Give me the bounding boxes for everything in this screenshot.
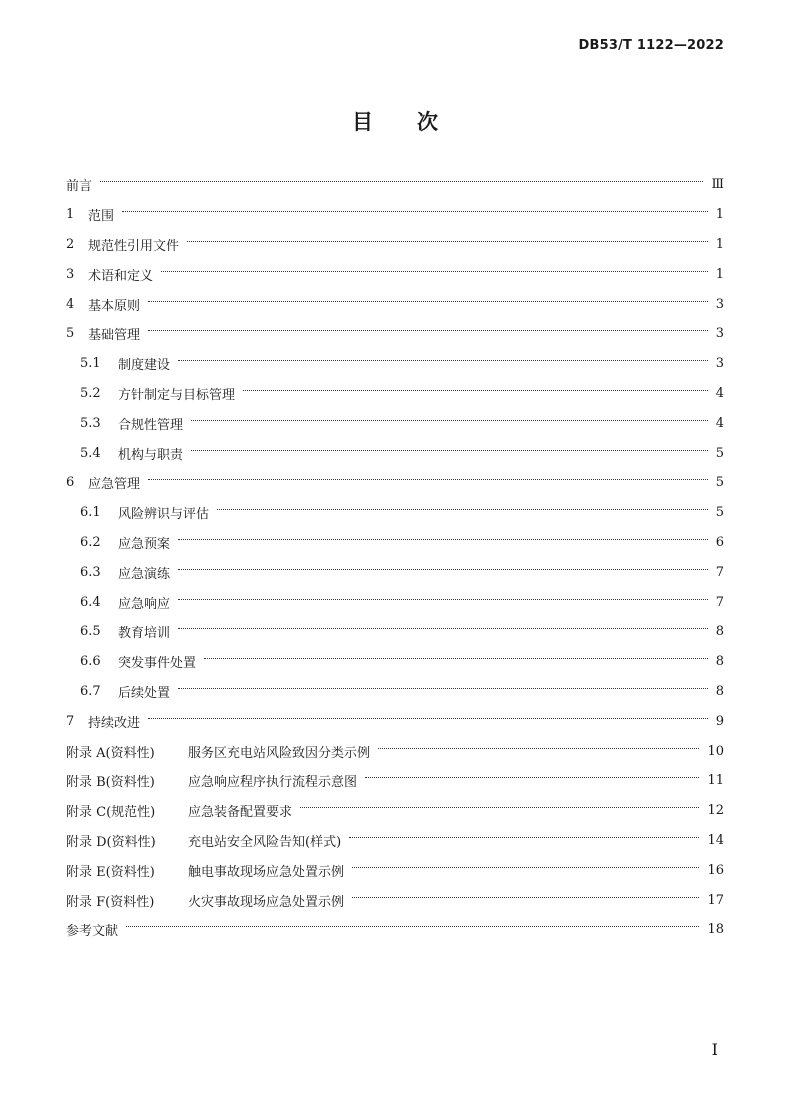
toc-entry-page: 6: [715, 534, 724, 550]
toc-entry[interactable]: [66, 915, 724, 945]
toc-entry-title: 机构与职责: [118, 447, 184, 463]
dot-leader: [191, 450, 708, 451]
toc-entry[interactable]: [66, 468, 724, 498]
toc-entry-number: 6.2: [80, 534, 101, 550]
toc-entry[interactable]: [66, 498, 724, 528]
toc-entry[interactable]: [66, 855, 724, 885]
toc-entry-title: 突发事件处置: [118, 656, 197, 672]
toc-entry-title: 风险辨识与评估: [118, 507, 210, 523]
toc-entry-number: 6.3: [80, 564, 101, 580]
dot-leader: [378, 748, 699, 749]
toc-entry[interactable]: [66, 289, 724, 319]
toc-entry-title: 规范性引用文件: [88, 238, 180, 254]
toc-entry-title: 应急响应: [118, 596, 171, 612]
toc-entry-number: 6.5: [80, 624, 101, 640]
page-title: [0, 106, 790, 136]
toc-entry-number: 6: [66, 475, 75, 491]
dot-leader: [178, 599, 708, 600]
toc-entry-number: 5.1: [80, 356, 101, 372]
toc-entry-page: 18: [707, 922, 724, 938]
dot-leader: [300, 807, 699, 808]
toc-entry-page: 3: [715, 356, 724, 372]
toc-entry-page: 5: [715, 475, 724, 491]
dot-leader: [365, 777, 699, 778]
toc-entry-number: 6.7: [80, 683, 101, 699]
dot-leader: [191, 420, 708, 421]
toc-entry-number: 3: [66, 266, 75, 282]
toc-entry[interactable]: [66, 647, 724, 677]
toc-entry-number: 附录 B(资料性): [66, 775, 155, 791]
toc-entry-page: 17: [707, 892, 724, 908]
toc-entry-page: 8: [715, 624, 724, 640]
toc-entry[interactable]: [66, 587, 724, 617]
toc-entry[interactable]: [66, 766, 724, 796]
toc-entry-page: 1: [715, 236, 724, 252]
toc-entry-page: 14: [707, 832, 724, 848]
toc-entry-title: 后续处置: [118, 685, 171, 701]
toc-entry[interactable]: [66, 349, 724, 379]
toc-entry-page: 5: [715, 505, 724, 521]
dot-leader: [178, 360, 708, 361]
toc-entry-page: 11: [707, 773, 724, 789]
dot-leader: [122, 211, 708, 212]
toc-entry-title: 方针制定与目标管理: [118, 387, 236, 403]
toc-entry-number: 附录 D(资料性): [66, 834, 156, 850]
toc-entry[interactable]: [66, 796, 724, 826]
dot-leader: [126, 926, 699, 927]
dot-leader: [148, 479, 708, 480]
toc-entry-page: 3: [715, 326, 724, 342]
toc-entry[interactable]: [66, 706, 724, 736]
toc-entry-number: 7: [66, 713, 75, 729]
dot-leader: [148, 301, 708, 302]
toc-entry-number: 1: [66, 207, 75, 223]
toc-entry-number: 6.4: [80, 594, 101, 610]
toc-entry-page: 7: [715, 594, 724, 610]
toc-entry-title: 充电站安全风险告知(样式): [188, 834, 342, 850]
dot-leader: [148, 718, 708, 719]
toc-entry-page: 4: [715, 385, 724, 401]
toc-entry-number: 5.4: [80, 445, 101, 461]
toc-entry[interactable]: [66, 259, 724, 289]
toc-entry-title: 基本原则: [88, 298, 141, 314]
toc-entry-number: 附录 E(资料性): [66, 864, 155, 880]
table-of-contents: [66, 170, 724, 945]
toc-entry-title: 触电事故现场应急处置示例: [188, 864, 345, 880]
toc-entry[interactable]: [66, 200, 724, 230]
toc-entry-title: 前言: [66, 179, 93, 195]
page-number: I: [711, 1040, 718, 1059]
toc-entry-number: 5.3: [80, 415, 101, 431]
toc-entry[interactable]: [66, 557, 724, 587]
dot-leader: [100, 181, 703, 182]
toc-entry[interactable]: [66, 230, 724, 260]
toc-entry-page: 16: [707, 862, 724, 878]
toc-entry[interactable]: [66, 826, 724, 856]
toc-entry-number: 6.6: [80, 654, 101, 670]
toc-entry-title: 基础管理: [88, 328, 141, 344]
toc-entry-title: 应急管理: [88, 477, 141, 493]
toc-entry-title: 制度建设: [118, 358, 171, 374]
dot-leader: [178, 688, 708, 689]
toc-entry-page: 9: [715, 713, 724, 729]
dot-leader: [187, 241, 708, 242]
toc-entry-number: 5: [66, 326, 75, 342]
toc-entry-title: 合规性管理: [118, 417, 184, 433]
toc-entry-title: 教育培训: [118, 626, 171, 642]
dot-leader: [178, 539, 708, 540]
dot-leader: [352, 867, 699, 868]
toc-entry-page: 1: [715, 207, 724, 223]
toc-entry[interactable]: [66, 319, 724, 349]
dot-leader: [204, 658, 708, 659]
dot-leader: [178, 569, 708, 570]
toc-entry-page: 10: [707, 743, 724, 759]
toc-entry[interactable]: [66, 736, 724, 766]
toc-entry-page: 5: [715, 445, 724, 461]
toc-entry-title: 术语和定义: [88, 268, 154, 284]
toc-entry-title: 范围: [88, 209, 115, 225]
toc-entry-title: 应急响应程序执行流程示意图: [188, 775, 358, 791]
title-char-2: 次: [417, 110, 438, 134]
toc-entry[interactable]: [66, 677, 724, 707]
toc-entry-page: 3: [715, 296, 724, 312]
dot-leader: [178, 628, 708, 629]
toc-entry-title: 应急装备配置要求: [188, 805, 293, 821]
dot-leader: [148, 330, 708, 331]
dot-leader: [349, 837, 699, 838]
toc-entry-page: 8: [715, 683, 724, 699]
document-code: DB53/T 1122—2022: [578, 38, 724, 53]
toc-entry-title: 应急预案: [118, 536, 171, 552]
dot-leader: [217, 509, 708, 510]
title-char-1: 目: [352, 110, 373, 134]
toc-entry-number: 附录 C(规范性): [66, 805, 156, 821]
toc-entry-number: 5.2: [80, 385, 101, 401]
toc-entry-number: 附录 A(资料性): [66, 745, 155, 761]
toc-entry[interactable]: [66, 379, 724, 409]
toc-entry-number: 2: [66, 236, 75, 252]
toc-entry-title: 服务区充电站风险致因分类示例: [188, 745, 371, 761]
toc-entry[interactable]: [66, 438, 724, 468]
toc-entry[interactable]: [66, 885, 724, 915]
toc-entry-page: 7: [715, 564, 724, 580]
toc-entry[interactable]: [66, 528, 724, 558]
toc-entry-page: 1: [715, 266, 724, 282]
toc-entry-title: 持续改进: [88, 715, 141, 731]
toc-entry-title: 应急演练: [118, 566, 171, 582]
dot-leader: [352, 897, 699, 898]
toc-entry-number: 4: [66, 296, 75, 312]
toc-entry-title: 火灾事故现场应急处置示例: [188, 894, 345, 910]
dot-leader: [243, 390, 708, 391]
toc-entry-number: 6.1: [80, 505, 101, 521]
toc-entry[interactable]: [66, 408, 724, 438]
toc-entry[interactable]: [66, 617, 724, 647]
toc-entry[interactable]: [66, 170, 724, 200]
toc-entry-number: 附录 F(资料性): [66, 894, 155, 910]
toc-entry-page: 4: [715, 415, 724, 431]
toc-entry-page: 8: [715, 654, 724, 670]
toc-entry-page: Ⅲ: [711, 177, 724, 193]
dot-leader: [161, 271, 708, 272]
toc-entry-title: 参考文献: [66, 924, 119, 940]
toc-entry-page: 12: [707, 803, 724, 819]
